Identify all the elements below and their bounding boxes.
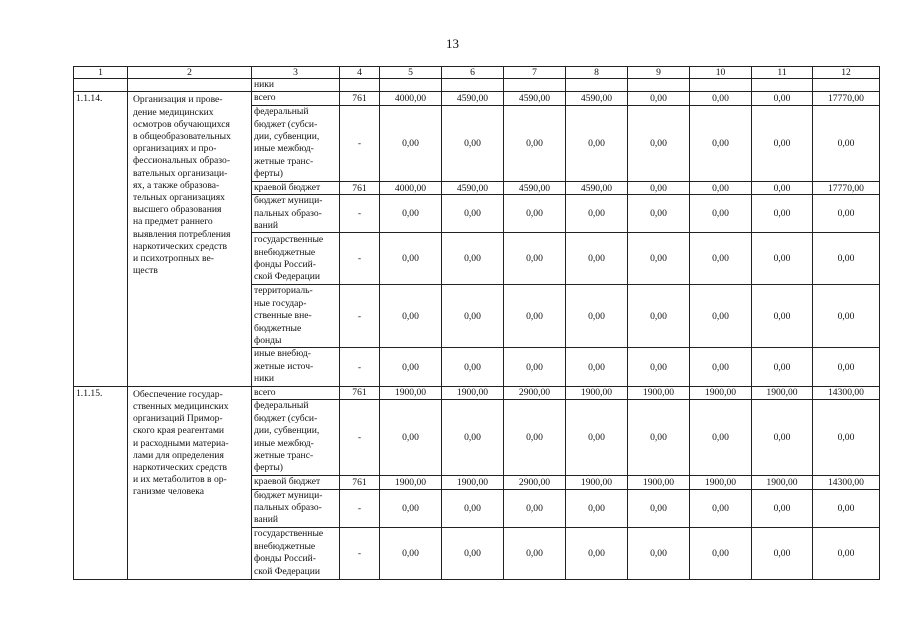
year-value: 0,00	[628, 285, 690, 348]
year-value: 0,00	[380, 527, 442, 579]
grbs-code: 761	[340, 476, 380, 489]
funding-source: краевой бюджет	[252, 476, 340, 489]
year-value: 4590,00	[504, 92, 566, 105]
continuation-text: ники	[252, 79, 340, 92]
total-value: 0,00	[813, 348, 880, 386]
year-value: 1900,00	[442, 476, 504, 489]
year-value: 0,00	[628, 181, 690, 194]
year-value: 0,00	[442, 105, 504, 181]
column-header: 6	[442, 67, 504, 79]
funding-source: территориаль- ные государ- ственные вне- бюджетные фонды	[252, 285, 340, 348]
grbs-code: 761	[340, 386, 380, 399]
year-value: 0,00	[628, 527, 690, 579]
year-value: 0,00	[566, 195, 628, 233]
funding-source: федеральный бюджет (субси- дии, субвенции, иные межбюд- жетные транс- ферты)	[252, 105, 340, 181]
column-header: 4	[340, 67, 380, 79]
year-value: 0,00	[504, 527, 566, 579]
funding-source: всего	[252, 92, 340, 105]
year-value: 0,00	[690, 400, 752, 476]
year-value: 0,00	[752, 489, 813, 527]
total-value: 17770,00	[813, 181, 880, 194]
total-value: 14300,00	[813, 386, 880, 399]
column-header: 9	[628, 67, 690, 79]
year-value: 0,00	[442, 348, 504, 386]
year-value: 0,00	[752, 233, 813, 285]
year-value: 4000,00	[380, 181, 442, 194]
year-value: 1900,00	[752, 386, 813, 399]
grbs-code: -	[340, 195, 380, 233]
grbs-code: -	[340, 233, 380, 285]
year-value: 0,00	[690, 195, 752, 233]
year-value: 2900,00	[504, 476, 566, 489]
funding-source: иные внебюд- жетные источ- ники	[252, 348, 340, 386]
page-number: 13	[446, 36, 459, 51]
item-code: 1.1.14.	[74, 92, 128, 386]
year-value: 0,00	[442, 527, 504, 579]
total-value: 0,00	[813, 285, 880, 348]
year-value: 0,00	[504, 489, 566, 527]
grbs-code: -	[340, 527, 380, 579]
funding-source: бюджет муници- пальных образо- ваний	[252, 195, 340, 233]
year-value: 0,00	[566, 105, 628, 181]
year-value: 0,00	[628, 400, 690, 476]
column-header: 5	[380, 67, 442, 79]
year-value: 0,00	[504, 105, 566, 181]
column-header: 2	[128, 67, 252, 79]
year-value: 0,00	[504, 195, 566, 233]
total-value: 0,00	[813, 527, 880, 579]
year-value: 0,00	[690, 285, 752, 348]
grbs-code: -	[340, 400, 380, 476]
year-value: 4590,00	[442, 181, 504, 194]
column-header: 10	[690, 67, 752, 79]
grbs-code: -	[340, 348, 380, 386]
year-value: 0,00	[690, 348, 752, 386]
grbs-code: -	[340, 285, 380, 348]
year-value: 4590,00	[566, 92, 628, 105]
year-value: 0,00	[752, 348, 813, 386]
year-value: 0,00	[380, 489, 442, 527]
year-value: 1900,00	[442, 386, 504, 399]
year-value: 4590,00	[566, 181, 628, 194]
grbs-code: 761	[340, 181, 380, 194]
year-value: 0,00	[380, 285, 442, 348]
year-value: 0,00	[442, 489, 504, 527]
item-code: 1.1.15.	[74, 386, 128, 579]
year-value: 0,00	[628, 105, 690, 181]
column-header-row	[74, 67, 880, 79]
item-title: Обеспечение государ- ственных медицинских организаций Примор- ского края реагентами и расходными материа- лами для определения наркотических средств и их метаболитов в ор- ганизме человека	[128, 386, 252, 579]
column-header: 12	[813, 67, 880, 79]
year-value: 0,00	[442, 233, 504, 285]
funding-source: федеральный бюджет (субси- дии, субвенции, иные межбюд- жетные транс- ферты)	[252, 400, 340, 476]
table-row	[74, 92, 880, 105]
column-header: 7	[504, 67, 566, 79]
year-value: 0,00	[628, 233, 690, 285]
year-value: 0,00	[690, 181, 752, 194]
grbs-code: 761	[340, 92, 380, 105]
year-value: 1900,00	[690, 476, 752, 489]
year-value: 0,00	[380, 105, 442, 181]
year-value: 0,00	[752, 181, 813, 194]
year-value: 4000,00	[380, 92, 442, 105]
year-value: 0,00	[504, 348, 566, 386]
year-value: 0,00	[690, 489, 752, 527]
year-value: 0,00	[566, 285, 628, 348]
year-value: 0,00	[566, 527, 628, 579]
year-value: 0,00	[442, 195, 504, 233]
column-header: 3	[252, 67, 340, 79]
table-body	[74, 67, 880, 580]
year-value: 0,00	[566, 348, 628, 386]
year-value: 0,00	[566, 400, 628, 476]
year-value: 1900,00	[628, 386, 690, 399]
total-value: 0,00	[813, 195, 880, 233]
total-value: 0,00	[813, 105, 880, 181]
total-value: 17770,00	[813, 92, 880, 105]
year-value: 0,00	[380, 400, 442, 476]
year-value: 0,00	[752, 105, 813, 181]
year-value: 0,00	[566, 233, 628, 285]
year-value: 0,00	[380, 195, 442, 233]
continuation-row	[74, 79, 880, 92]
year-value: 1900,00	[690, 386, 752, 399]
total-value: 0,00	[813, 489, 880, 527]
year-value: 0,00	[628, 195, 690, 233]
item-title: Организация и прове- дение медицинских осмотров обучающихся в общеобразовательных организациях и про- фессиональных образо- вательных организаци- ях, а также образова- тельных организациях высшего образования на предмет раннего выявления потребления наркотических средств и психотропных ве- ществ	[128, 92, 252, 386]
year-value: 1900,00	[380, 476, 442, 489]
year-value: 0,00	[752, 400, 813, 476]
table-row	[74, 386, 880, 399]
year-value: 0,00	[442, 400, 504, 476]
year-value: 0,00	[442, 285, 504, 348]
funding-source: краевой бюджет	[252, 181, 340, 194]
total-value: 0,00	[813, 233, 880, 285]
year-value: 0,00	[690, 527, 752, 579]
total-value: 0,00	[813, 400, 880, 476]
funding-source: государственные внебюджетные фонды Россий- ской Федерации	[252, 527, 340, 579]
year-value: 0,00	[504, 285, 566, 348]
year-value: 1900,00	[566, 476, 628, 489]
year-value: 0,00	[690, 233, 752, 285]
year-value: 0,00	[380, 233, 442, 285]
year-value: 0,00	[752, 92, 813, 105]
year-value: 0,00	[628, 489, 690, 527]
year-value: 0,00	[752, 285, 813, 348]
grbs-code: -	[340, 489, 380, 527]
year-value: 1900,00	[380, 386, 442, 399]
year-value: 0,00	[380, 348, 442, 386]
year-value: 0,00	[566, 489, 628, 527]
total-value: 14300,00	[813, 476, 880, 489]
year-value: 4590,00	[442, 92, 504, 105]
year-value: 0,00	[690, 92, 752, 105]
column-header: 1	[74, 67, 128, 79]
year-value: 0,00	[752, 195, 813, 233]
budget-table	[73, 66, 880, 580]
year-value: 1900,00	[566, 386, 628, 399]
column-header: 11	[752, 67, 813, 79]
year-value: 0,00	[752, 527, 813, 579]
funding-source: бюджет муници- пальных образо- ваний	[252, 489, 340, 527]
funding-source: всего	[252, 386, 340, 399]
year-value: 0,00	[504, 400, 566, 476]
column-header: 8	[566, 67, 628, 79]
year-value: 1900,00	[628, 476, 690, 489]
year-value: 0,00	[628, 348, 690, 386]
year-value: 1900,00	[752, 476, 813, 489]
funding-source: государственные внебюджетные фонды Россий- ской Федерации	[252, 233, 340, 285]
year-value: 2900,00	[504, 386, 566, 399]
year-value: 0,00	[690, 105, 752, 181]
year-value: 0,00	[628, 92, 690, 105]
grbs-code: -	[340, 105, 380, 181]
year-value: 0,00	[504, 233, 566, 285]
year-value: 4590,00	[504, 181, 566, 194]
